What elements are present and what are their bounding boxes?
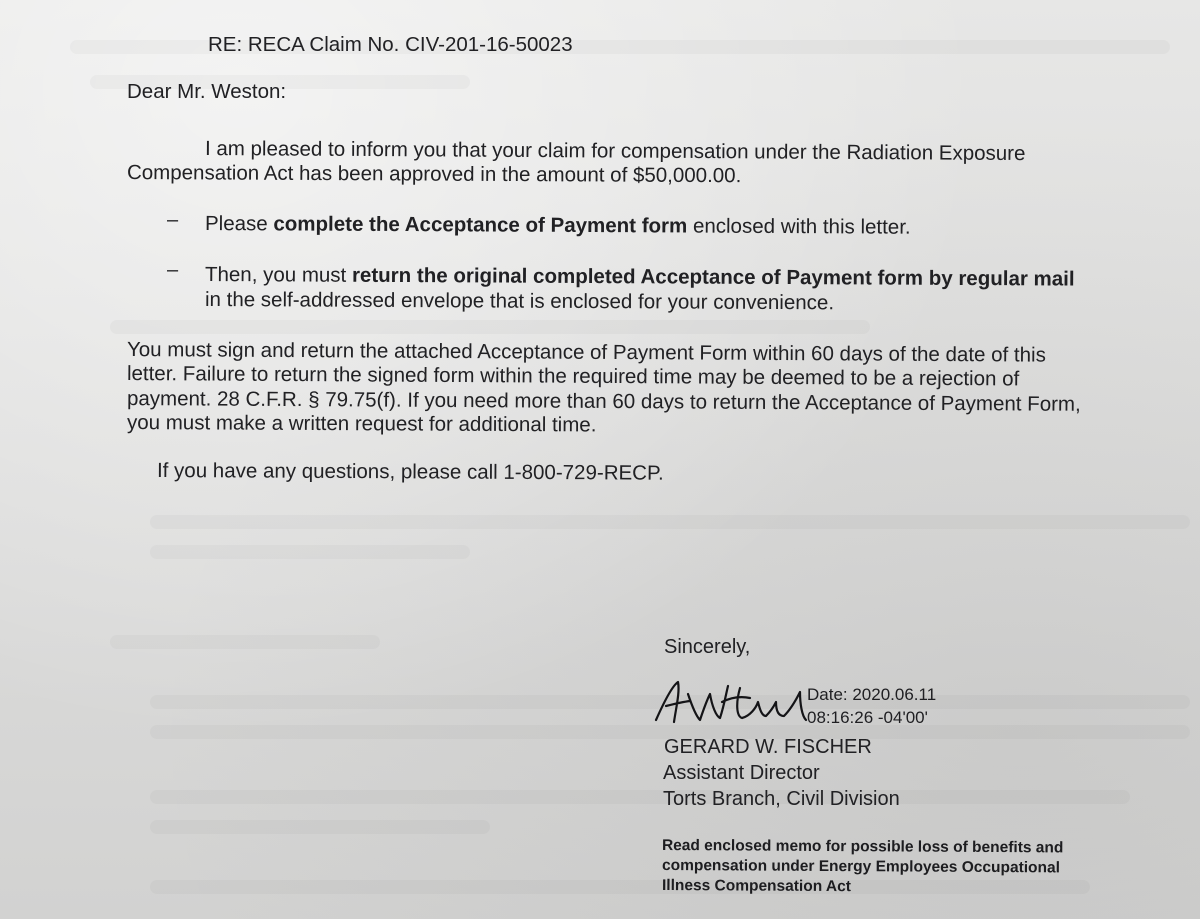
bullet-item-complete-form <box>205 211 911 241</box>
questions-line: If you have any questions, please call 1-800-729-RECP. <box>156 459 664 485</box>
deadline-line-3: payment. 28 C.F.R. § 79.75(f). If you need more than 60 days to return the Acceptance of Payment Form, <box>126 387 1081 416</box>
bullet-marker: – <box>167 209 179 231</box>
deadline-line-1: You must sign and return the attached Acceptance of Payment Form within 60 days of the date of this <box>126 338 1046 367</box>
signer-division: Torts Branch, Civil Division <box>663 788 900 810</box>
bullet-marker: – <box>167 259 179 281</box>
salutation: Dear Mr. Weston: <box>127 80 287 103</box>
bullet-text-post: enclosed with this letter. <box>687 214 911 239</box>
intro-line-2: Compensation Act has been approved in the amount of $50,000.00. <box>126 161 742 188</box>
deadline-line-2: letter. Failure to return the signed form within the required time may be deemed to be a rejection of <box>126 362 1020 391</box>
memo-line-3: Illness Compensation Act <box>661 877 851 896</box>
deadline-line-4: you must make a written request for additional time. <box>126 411 597 437</box>
bullet-text-bold: complete the Acceptance of Payment form <box>273 212 688 238</box>
signature-date-line-1: Date: 2020.06.11 <box>807 685 937 704</box>
handwritten-signature <box>650 672 810 732</box>
bullet-text-bold: return the original completed Acceptance of Payment form by regular mail <box>351 263 1075 291</box>
closing: Sincerely, <box>664 636 751 658</box>
intro-line-1: I am pleased to inform you that your claim for compensation under the Radiation Exposure <box>204 137 1026 166</box>
bullet-text-pre: Then, you must <box>204 263 353 287</box>
bullet-text-pre: Please <box>204 212 274 236</box>
signer-name: GERARD W. FISCHER <box>664 736 872 758</box>
bullet-item-return-form-line-2: in the self-addressed envelope that is enclosed for your convenience. <box>204 288 835 315</box>
signer-title: Assistant Director <box>663 762 820 784</box>
signature-date-line-2: 08:16:26 -04'00' <box>807 708 928 727</box>
re-line: RE: RECA Claim No. CIV-201-16-50023 <box>208 33 573 56</box>
memo-line-1: Read enclosed memo for possible loss of benefits and <box>661 837 1064 857</box>
memo-line-2: compensation under Energy Employees Occupational <box>661 857 1060 877</box>
